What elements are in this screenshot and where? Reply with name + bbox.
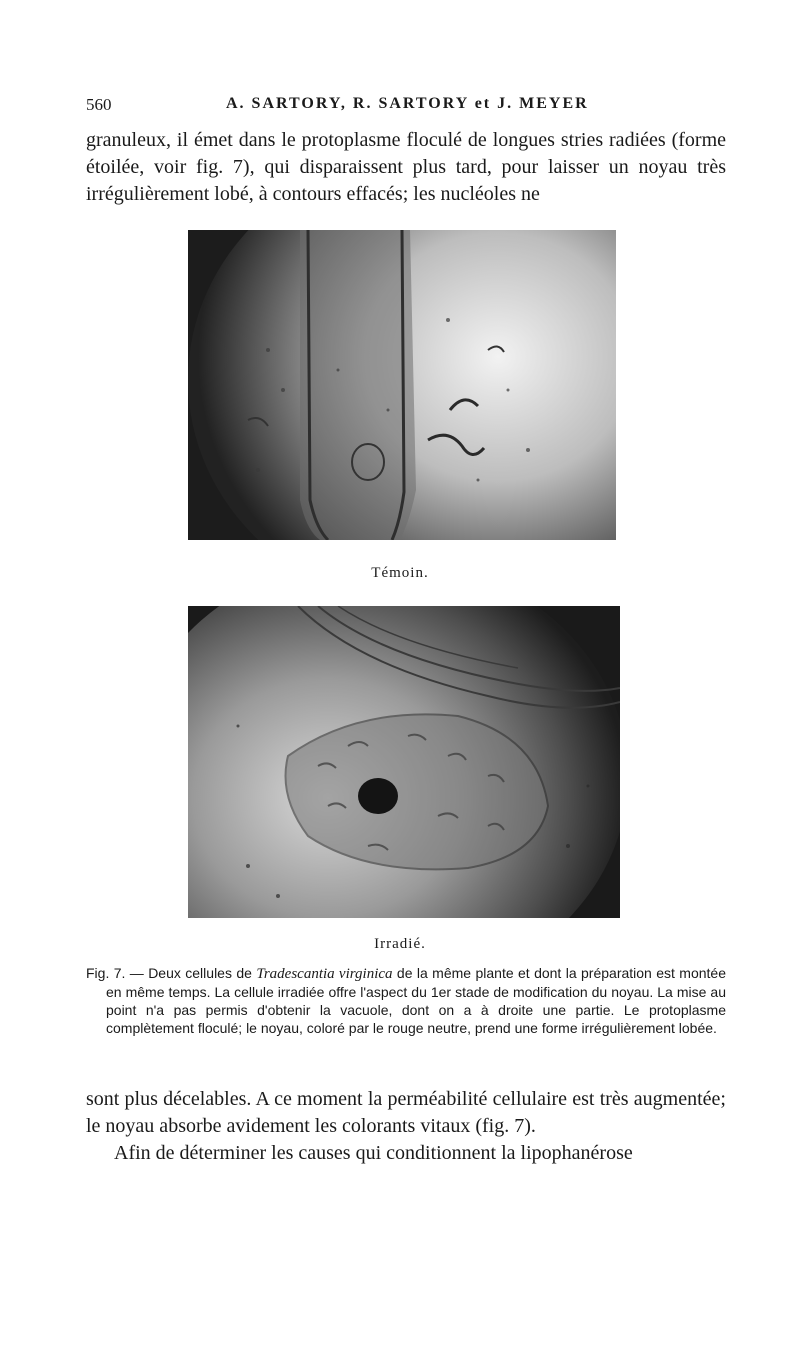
running-title: A. SARTORY, R. SARTORY et J. MEYER (226, 95, 589, 112)
page-number: 560 (86, 95, 112, 114)
caption-species: Tradescantia virginica (256, 966, 393, 982)
micrograph-irradiated (188, 606, 620, 918)
paragraph-top-text: granuleux, il émet dans le protoplasme floculé de longues stries radiées (forme étoilée, voir fig. 7), qui disparaissent plus tard, pour laisser un noyau très irrégulièrement lobé, à contours effacés; les nucléoles ne (86, 129, 726, 205)
micrograph-irradiated-drawing (188, 606, 620, 918)
micrograph-control (188, 230, 616, 540)
micrograph-control-drawing (188, 230, 616, 540)
label-irradiated: Irradié. (374, 936, 426, 952)
paragraph-bottom-text-1: sont plus décelables. A ce moment la perméabilité cellulaire est très augmentée; le noyau absorbe avidement les colorants vitaux (fig. 7). (86, 1088, 726, 1137)
figure-caption (86, 964, 726, 1037)
caption-lead: Fig. 7. — Deux cellules de (86, 965, 257, 981)
paragraph-bottom (86, 1086, 726, 1167)
label-control: Témoin. (371, 565, 429, 581)
caption-rest: de la même plante et dont la préparation est montée en même temps. La cellule irradiée offre l'aspect du 1er stade de modification du noyau. La mise au point n'a pas permis d'obtenir la vacuole, dont on a à droite une partie. Le protoplasme complètement floculé; le noyau, coloré par le rouge neutre, prend une forme irrégulièrement lobée. (106, 965, 726, 1036)
paragraph-top (86, 127, 726, 208)
running-header (86, 95, 726, 119)
paragraph-bottom-text-2: Afin de déterminer les causes qui conditionnent la lipophanérose (114, 1142, 633, 1164)
